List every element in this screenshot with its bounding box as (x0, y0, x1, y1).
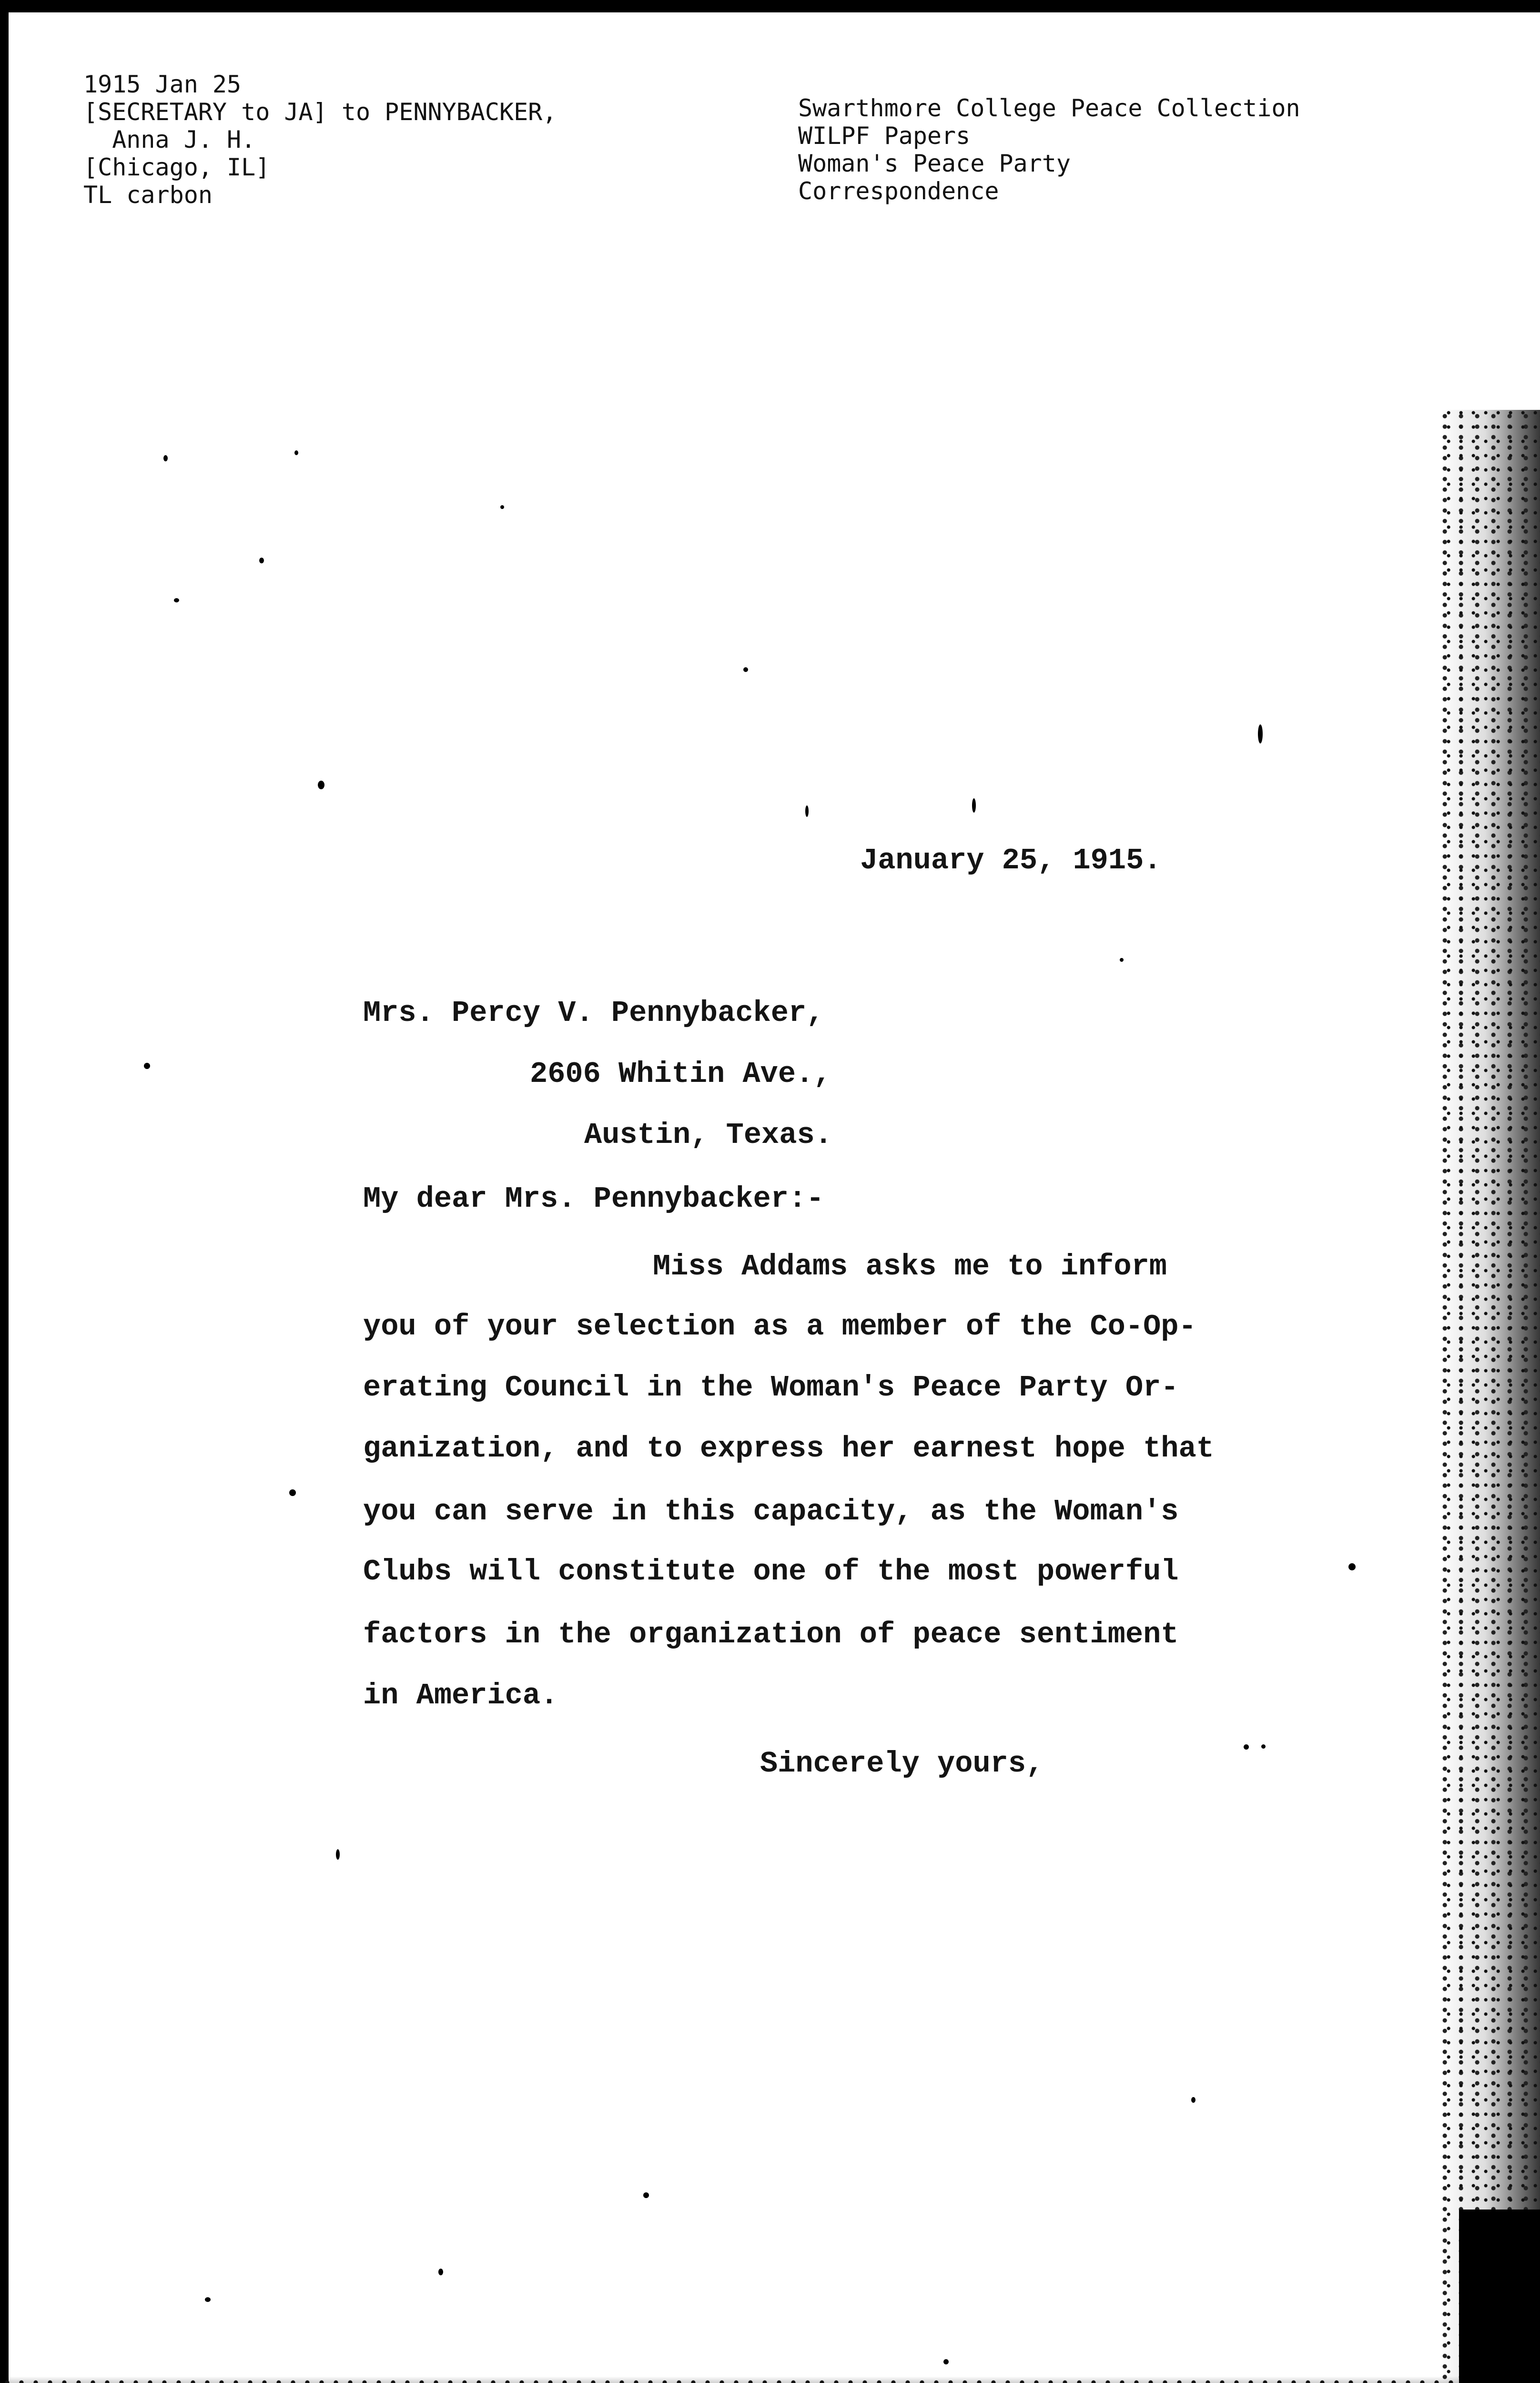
recipient-street: 2606 Whitin Ave., (530, 1057, 831, 1091)
body-line-3: erating Council in the Woman's Peace Party Or- (363, 1371, 1179, 1405)
salutation: My dear Mrs. Pennybacker:- (363, 1182, 824, 1216)
scan-left-border (0, 0, 9, 2383)
scan-bottom-edge-noise (0, 2376, 1540, 2383)
recipient-name: Mrs. Percy V. Pennybacker, (363, 996, 824, 1030)
body-line-1: Miss Addams asks me to inform (653, 1250, 1167, 1283)
body-line-7: factors in the organization of peace sentiment (363, 1618, 1179, 1651)
body-line-5: you can serve in this capacity, as the Woman's (363, 1495, 1179, 1528)
letter-date: January 25, 1915. (860, 844, 1162, 877)
archival-collection-right (798, 94, 1300, 205)
recipient-city: Austin, Texas. (584, 1118, 832, 1152)
scan-right-edge-noise (1440, 410, 1540, 2383)
body-line-8: in America. (363, 1679, 558, 1712)
citation-document-type: TL carbon (83, 181, 213, 209)
scan-bottom-corner (1459, 2210, 1540, 2383)
collection-name: Swarthmore College Peace Collection (798, 94, 1300, 122)
citation-recipient-name: Anna J. H. (83, 126, 256, 153)
body-line-4: ganization, and to express her earnest hope that (363, 1432, 1214, 1466)
collection-series: WILPF Papers (798, 122, 971, 150)
body-line-2: you of your selection as a member of the Co-Op- (363, 1310, 1196, 1344)
body-line-6: Clubs will constitute one of the most powerful (363, 1555, 1179, 1589)
citation-from-to: [SECRETARY to JA] to PENNYBACKER, (83, 98, 557, 126)
citation-place: [Chicago, IL] (83, 153, 270, 181)
archival-citation-left (83, 71, 557, 209)
citation-date: 1915 Jan 25 (83, 71, 242, 98)
collection-subseries: Woman's Peace Party (798, 150, 1071, 177)
collection-folder: Correspondence (798, 177, 999, 205)
closing: Sincerely yours, (760, 1747, 1044, 1781)
scan-top-border (0, 0, 1540, 12)
